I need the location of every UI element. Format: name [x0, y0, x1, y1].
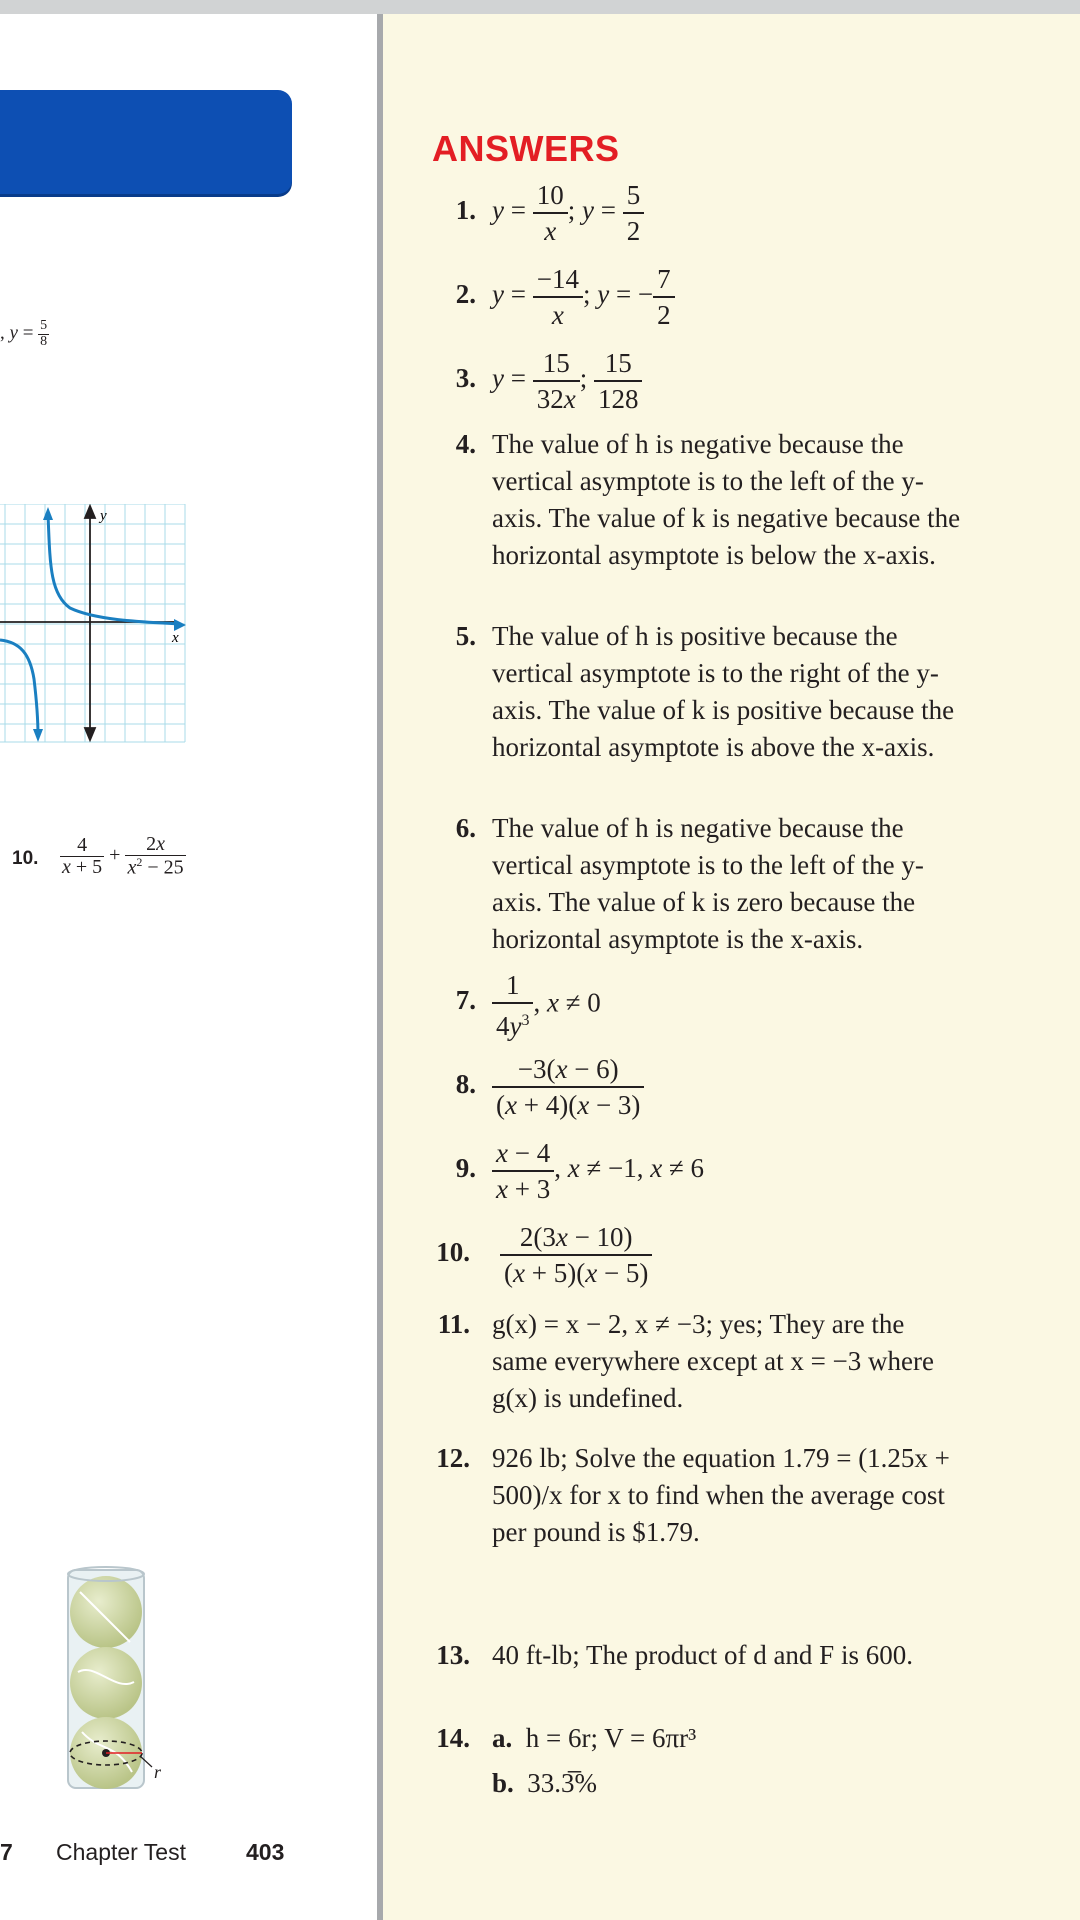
tennis-ball-can-figure [60, 1562, 200, 1802]
left-page [0, 14, 377, 1920]
answer-8-math: $\frac{-3(x - 6)}{(x + 4)(x - 3)}$ [492, 1052, 972, 1122]
answer-5-text: The value of h is positive because the vertical asymptote is to the right of the y-axis. The value of k is positive because the horizontal asymptote is above the x-axis. [492, 621, 955, 762]
answer-number: 11. [437, 1309, 470, 1339]
answer-13-text: 40 ft-lb; The product of d and F is 600. [492, 1640, 913, 1670]
answer-14-parts [492, 1720, 962, 1802]
answer-number: 12. [436, 1443, 470, 1473]
part-label: a. [492, 1723, 513, 1753]
part-b-text: 33.3̅% [527, 1768, 598, 1798]
answer-7-math: $\frac{1}{4y^3}$ , x ≠ 0 [492, 968, 972, 1043]
answer-number: 14. [436, 1723, 470, 1753]
answer-number: 2. [455, 279, 476, 309]
footer-title: Chapter Test [56, 1839, 186, 1865]
answer-number: 13. [436, 1640, 470, 1670]
answer-3-math: y = $\frac{15}{32x}$ ; $\frac{15}{128}$ [492, 346, 972, 416]
answer-6-text: The value of h is negative because the vertical asymptote is to the left of the y-axis. The value of k is zero because the horizontal asymptote is the x-axis. [492, 813, 924, 954]
answers-title: ANSWERS [432, 128, 620, 169]
hyperbola-graph [0, 504, 188, 744]
part-a-text: h = 6r; V = 6πr³ [525, 1723, 697, 1753]
q10-number: 10. [12, 848, 39, 869]
answer-number: 5. [455, 621, 476, 651]
q10-expression: $\frac{4}{x + 5}$ + $\frac{2x}{x^2 - 25}$ [62, 833, 184, 879]
answer-10-math: $\frac{2(3x - 10)}{(x + 5)(x - 5)}$ [500, 1220, 980, 1290]
graph-x-label: x [172, 630, 179, 646]
answer-1-math: y = $\frac{10}{x}$ ; y = $\frac{5}{2}$ [492, 178, 972, 248]
footer-page-number: 403 [246, 1839, 285, 1865]
answer-9-math: $\frac{x - 4}{x + 3}$ , x ≠ −1, x ≠ 6 [492, 1136, 972, 1206]
part-label: b. [492, 1768, 514, 1798]
figure-r-label: r [154, 1762, 162, 1782]
answer-number: 9. [455, 1153, 476, 1183]
section-banner [0, 90, 292, 194]
answer-number: 3. [455, 363, 476, 393]
answer-number: 8. [455, 1069, 476, 1099]
answer-number: 6. [455, 813, 476, 843]
answer-2-math: y = $\frac{-14}{x}$ ; y = − $\frac{7}{2}$ [492, 262, 972, 332]
graph-y-label: y [100, 508, 107, 524]
answer-4-text: The value of h is negative because the vertical asymptote is to the left of the y-axis. The value of k is negative because the horizontal asymptote is below the x-axis. [492, 429, 961, 570]
partial-equation: , y = $\frac{5}{8}$ [0, 318, 48, 349]
footer-chapter-digit: 7 [0, 1839, 13, 1865]
answer-number: 1. [455, 195, 476, 225]
answer-number: 4. [455, 429, 476, 459]
answer-12-text: 926 lb; Solve the equation 1.79 = (1.25x + 500)/x for x to find when the average cost per pound is $1.79. [492, 1443, 950, 1547]
answer-11-text: g(x) = x − 2, x ≠ −3; yes; They are the same everywhere except at x = −3 where g(x) is undefined. [492, 1309, 934, 1413]
top-edge-bar [0, 0, 1080, 14]
answer-number: 10. [436, 1237, 470, 1267]
answer-number: 7. [455, 985, 476, 1015]
